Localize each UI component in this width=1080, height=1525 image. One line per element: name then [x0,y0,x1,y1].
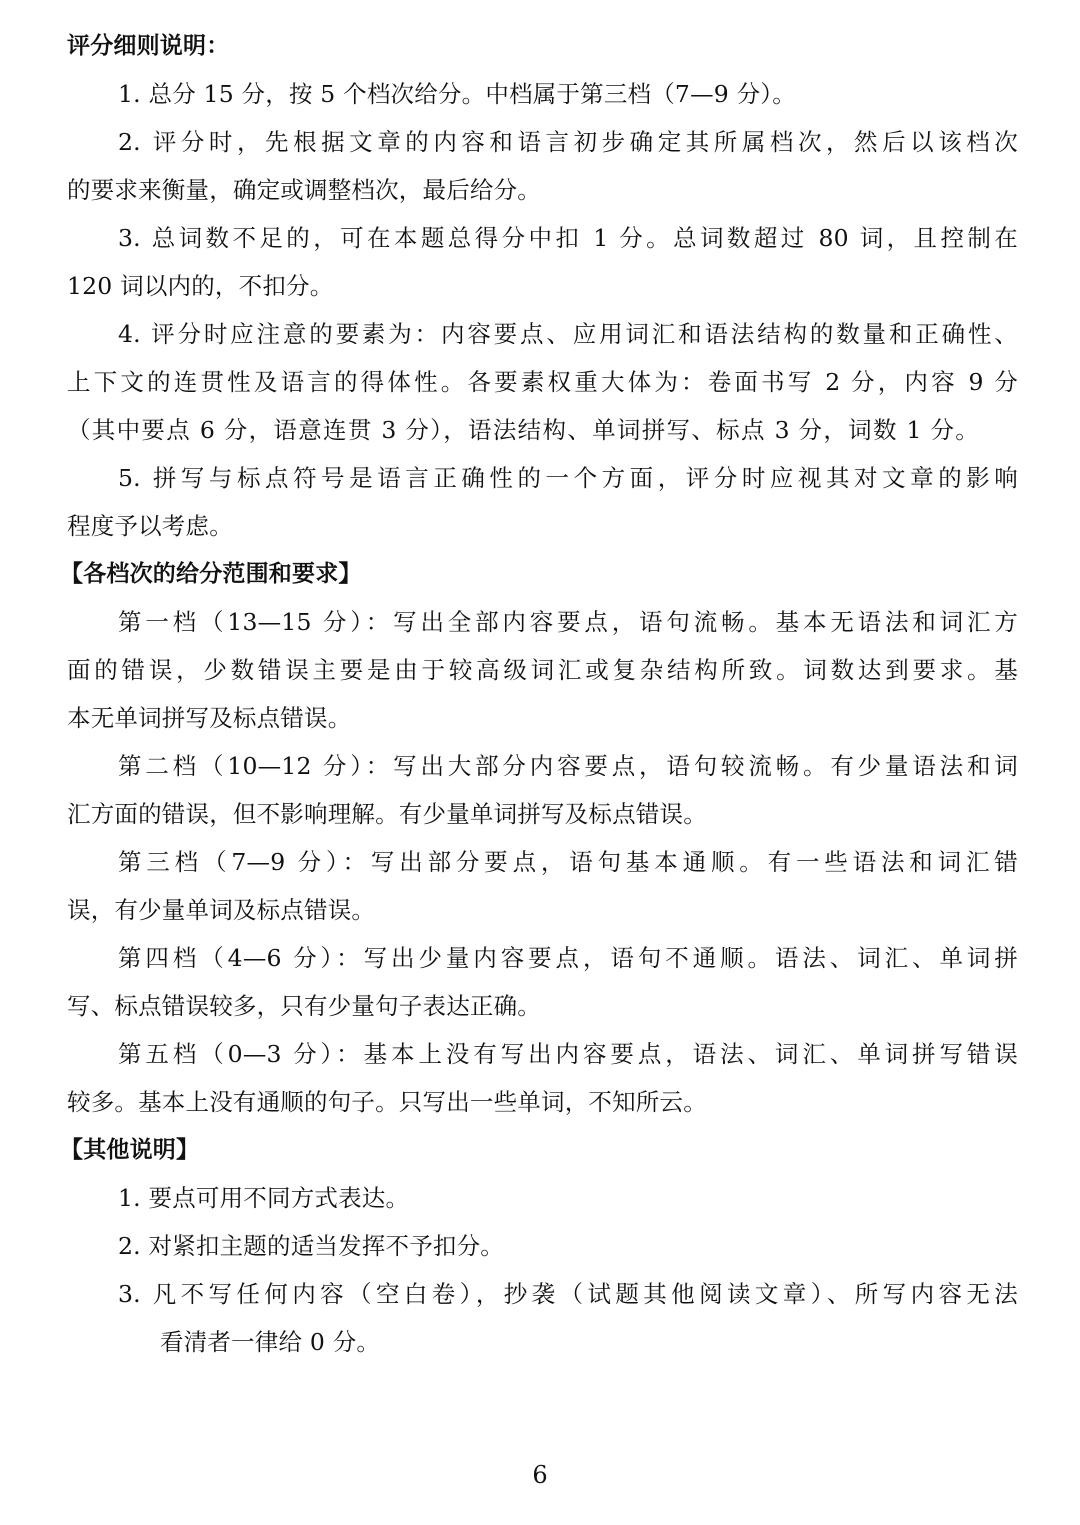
band-3-line-1: 第三档（7—9 分）：写出部分要点，语句基本通顺。有一些语法和词汇错 [118,848,1018,876]
band-1-line-2: 面的错误，少数错误主要是由于较高级词汇或复杂结构所致。词数达到要求。基 [67,656,1018,684]
other-notes-heading: 【其他说明】 [60,1137,200,1163]
band-1-line-3: 本无单词拼写及标点错误。 [67,704,352,732]
scoring-note-3-line-2: 120 词以内的，不扣分。 [67,272,334,300]
band-2-line-1: 第二档（10—12 分）：写出大部分内容要点，语句较流畅。有少量语法和词 [118,752,1018,780]
band-2-line-2: 汇方面的错误，但不影响理解。有少量单词拼写及标点错误。 [67,800,707,828]
band-5-line-2: 较多。基本上没有通顺的句子。只写出一些单词，不知所云。 [67,1088,707,1116]
scoring-note-1: 1. 总分 15 分，按 5 个档次给分。中档属于第三档（7—9 分）。 [118,80,796,108]
scoring-notes-heading: 评分细则说明： [67,33,230,59]
scoring-note-4-line-2: 上下文的连贯性及语言的得体性。各要素权重大体为：卷面书写 2 分，内容 9 分 [67,368,1018,396]
bands-heading: 【各档次的给分范围和要求】 [60,561,362,587]
scoring-note-4-line-3: （其中要点 6 分，语意连贯 3 分），语法结构、单词拼写、标点 3 分，词数 1 分。 [67,416,979,444]
band-1-line-1: 第一档（13—15 分）：写出全部内容要点，语句流畅。基本无语法和词汇方 [118,608,1018,636]
band-4-line-2: 写、标点错误较多，只有少量句子表达正确。 [67,992,541,1020]
other-note-3-line-1: 3. 凡不写任何内容（空白卷），抄袭（试题其他阅读文章）、所写内容无法 [118,1280,1018,1308]
band-4-line-1: 第四档（4—6 分）：写出少量内容要点，语句不通顺。语法、词汇、单词拼 [118,944,1018,972]
scoring-note-4-line-1: 4. 评分时应注意的要素为：内容要点、应用词汇和语法结构的数量和正确性、 [118,320,1018,348]
scoring-note-2-line-1: 2. 评分时，先根据文章的内容和语言初步确定其所属档次，然后以该档次 [118,128,1018,156]
band-3-line-2: 误，有少量单词及标点错误。 [67,896,376,924]
other-note-2: 2. 对紧扣主题的适当发挥不予扣分。 [118,1232,504,1260]
scoring-note-3-line-1: 3. 总词数不足的，可在本题总得分中扣 1 分。总词数超过 80 词，且控制在 [118,224,1018,252]
page-number: 6 [532,1461,548,1489]
other-note-3-line-2: 看清者一律给 0 分。 [160,1328,381,1356]
scoring-note-2-line-2: 的要求来衡量，确定或调整档次，最后给分。 [67,176,541,204]
band-5-line-1: 第五档（0—3 分）：基本上没有写出内容要点，语法、词汇、单词拼写错误 [118,1040,1018,1068]
other-note-1: 1. 要点可用不同方式表达。 [118,1184,410,1212]
scoring-note-5-line-2: 程度予以考虑。 [67,512,233,540]
scoring-note-5-line-1: 5. 拼写与标点符号是语言正确性的一个方面，评分时应视其对文章的影响 [118,464,1018,492]
